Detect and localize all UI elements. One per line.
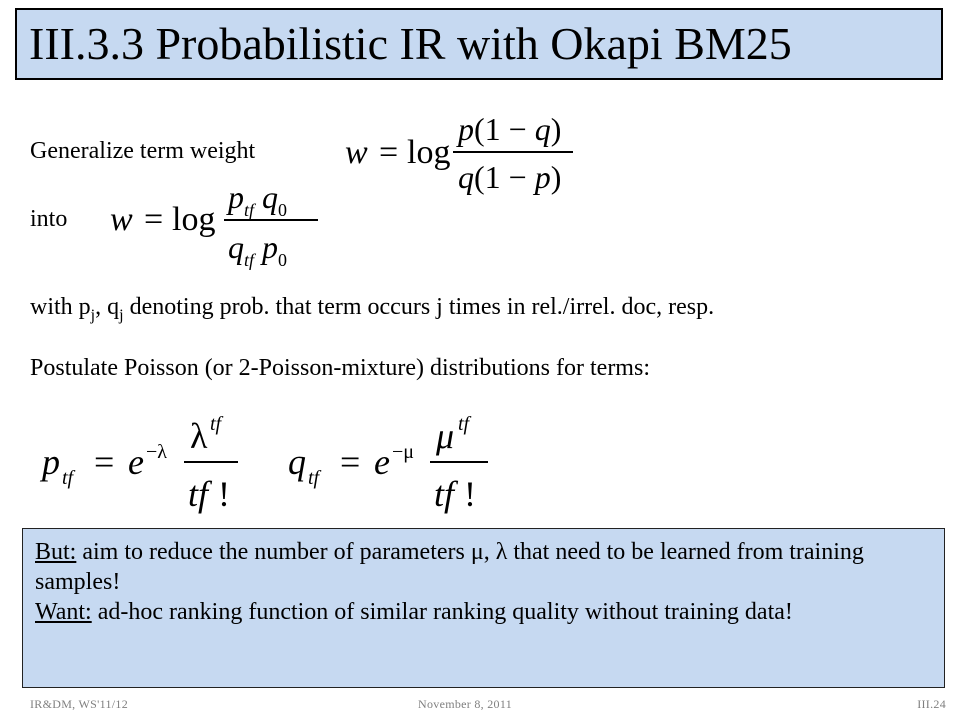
but-paragraph bbox=[35, 537, 932, 597]
svg-text:ptf q0: $p_{tf}$ $q_0$ bbox=[228, 179, 288, 220]
with-prefix: with p bbox=[30, 294, 91, 320]
svg-text:tf: tf bbox=[308, 467, 320, 489]
svg-text:e: e bbox=[374, 442, 390, 482]
with-suffix: denoting prob. that term occurs j times in rel./irrel. doc, resp. bbox=[123, 294, 715, 320]
want-label: Want: bbox=[35, 599, 92, 625]
callout-box bbox=[22, 528, 945, 688]
svg-text:λ: λ bbox=[190, 416, 208, 456]
footer-right: III.24 bbox=[917, 697, 946, 711]
svg-text:log: log bbox=[407, 134, 451, 171]
formula-p-tf bbox=[42, 408, 272, 518]
svg-text:tf: tf bbox=[188, 474, 209, 514]
svg-text:=: = bbox=[144, 201, 164, 238]
with-mid: , q bbox=[95, 294, 120, 320]
svg-text:μ: μ bbox=[436, 416, 455, 456]
but-text: aim to reduce the number of parameters μ, λ that need to be learned from training samples! bbox=[35, 539, 864, 595]
want-text: ad-hoc ranking function of similar ranking quality without training data! bbox=[91, 599, 793, 625]
svg-text:w: w bbox=[110, 201, 133, 238]
svg-text:q(1 − p): q(1 − p) bbox=[458, 159, 562, 195]
with-sub-j1: j bbox=[90, 306, 96, 324]
svg-text:tf: tf bbox=[458, 413, 470, 435]
with-sub-j2: j bbox=[119, 306, 124, 324]
want-paragraph bbox=[35, 597, 932, 627]
svg-text:tf: tf bbox=[62, 467, 74, 489]
svg-text:w: w bbox=[345, 134, 368, 171]
generalize-text: Generalize term weight bbox=[30, 138, 256, 164]
svg-text:tf: tf bbox=[210, 413, 222, 435]
svg-text:!: ! bbox=[218, 474, 230, 514]
svg-text:qtf p0: $q_{tf}$ $p_0$ bbox=[228, 229, 288, 270]
postulate-text: Postulate Poisson (or 2-Poisson-mixture) distributions for terms: bbox=[30, 355, 650, 381]
svg-text:−μ: −μ bbox=[392, 441, 415, 463]
formula-q-tf bbox=[288, 408, 518, 518]
slide-title: III.3.3 Probabilistic IR with Okapi BM25 bbox=[29, 18, 792, 69]
svg-text:p: p bbox=[42, 442, 60, 482]
formula-w-tf bbox=[110, 178, 330, 278]
svg-text:=: = bbox=[340, 442, 361, 482]
title-bar bbox=[15, 8, 943, 80]
but-label: But: bbox=[35, 539, 77, 565]
svg-text:tf: tf bbox=[434, 474, 455, 514]
svg-text:−λ: −λ bbox=[146, 441, 167, 463]
svg-text:!: ! bbox=[464, 474, 476, 514]
footer-left: IR&DM, WS'11/12 bbox=[30, 697, 129, 711]
svg-text:log: log bbox=[172, 201, 216, 238]
svg-text:q: q bbox=[288, 442, 306, 482]
footer-center: November 8, 2011 bbox=[418, 697, 513, 711]
with-line bbox=[30, 292, 714, 331]
svg-text:=: = bbox=[94, 442, 115, 482]
svg-text:=: = bbox=[379, 134, 399, 171]
svg-text:e: e bbox=[128, 442, 144, 482]
svg-text:p(1 − q): p(1 − q) bbox=[458, 111, 562, 147]
into-text: into bbox=[30, 206, 68, 232]
formula-w-log bbox=[345, 108, 585, 198]
